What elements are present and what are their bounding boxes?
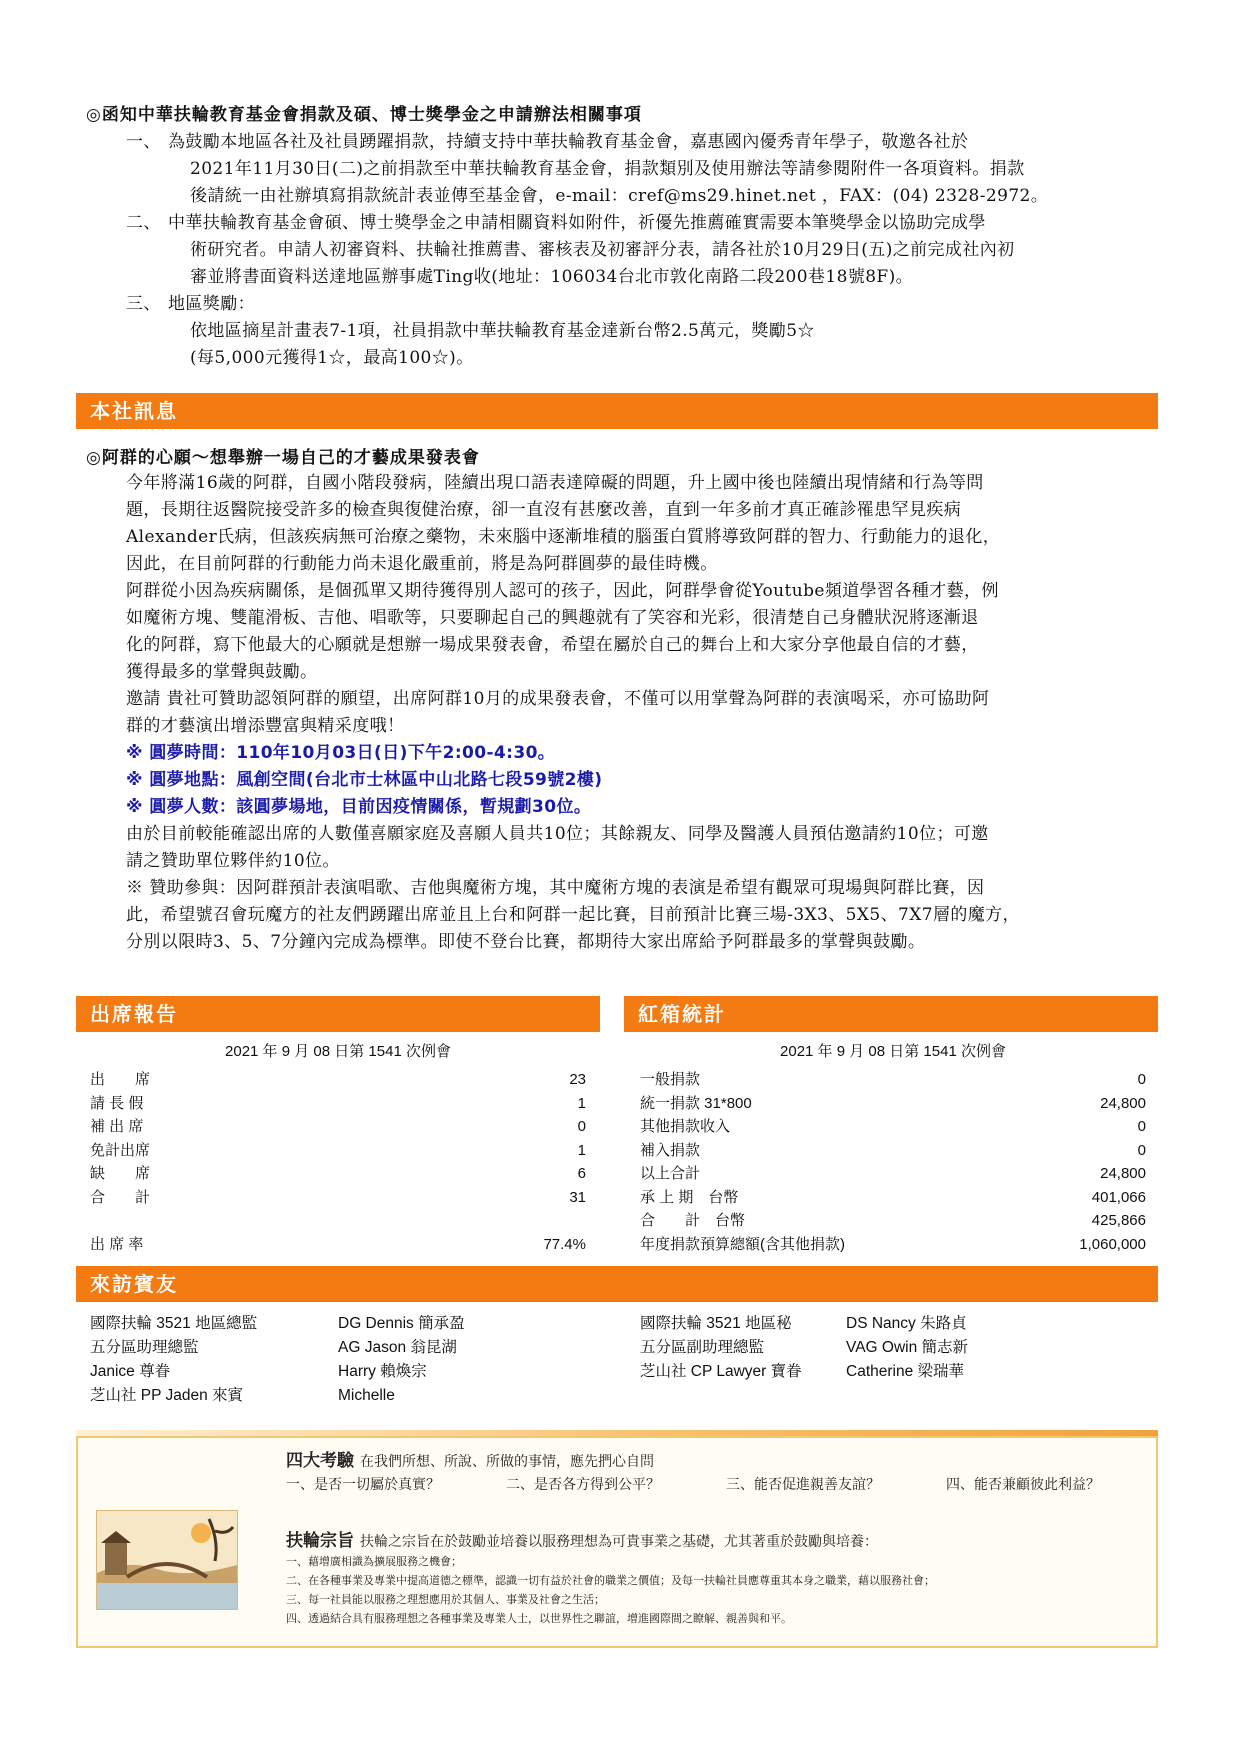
article-title: ◎阿群的心願～想舉辦一場自己的才藝成果發表會 — [86, 448, 480, 468]
object-of-rotary-list — [286, 1552, 1146, 1628]
item-line: 審並將書面資料送達地區辦事處Ting收(地址：106034台北市敦化南路二段200巷18號8F)。 — [190, 267, 914, 287]
stat-label: 合 計 — [90, 1188, 151, 1206]
visitor-title: 五分區助理總監 — [90, 1339, 199, 1356]
stat-value: 1 — [577, 1141, 586, 1159]
item-line: 術研究者。申請人初審資料、扶輪社推薦書、審核表及初審評分表，請各社於10月29日(五)之前完成社內初 — [190, 240, 1015, 260]
visitor-title: 國際扶輪 3521 地區秘 — [640, 1315, 792, 1332]
four-way-questions — [286, 1474, 1146, 1496]
stat-row — [640, 1186, 1146, 1210]
rotary-footer-box — [76, 1436, 1158, 1648]
item-line: 依地區摘星計畫表7-1項，社員捐款中華扶輪教育基金達新台幣2.5萬元，獎勵5☆ — [190, 321, 815, 341]
stat-value: 1,060,000 — [1079, 1235, 1146, 1253]
stat-row — [90, 1186, 586, 1210]
stat-value: 0 — [1137, 1118, 1146, 1135]
visitor-name: Catherine 梁瑞華 — [846, 1363, 965, 1380]
visitor-names-right — [846, 1312, 968, 1384]
visitor-name: Harry 賴煥宗 — [338, 1363, 427, 1380]
visitor-titles-right — [640, 1312, 802, 1384]
notice-item — [86, 291, 1166, 372]
notice-item — [86, 129, 1166, 210]
text-line: Alexander氏病，但該疾病無可治療之藥物，未來腦中逐漸堆積的腦蛋白質將導致阿群的智力、行動能力的退化， — [126, 527, 1001, 547]
stat-row — [90, 1139, 586, 1163]
item-number: 二、 — [126, 213, 161, 233]
text-line: 群的才藝演出增添豐富與精采度哦！ — [126, 716, 405, 736]
stat-label: 缺 席 — [90, 1165, 151, 1182]
visitors-bar: 來訪賓友 — [76, 1266, 1158, 1302]
item-line: 中華扶輪教育基金會碩、博士獎學金之申請相關資料如附件，祈優先推薦確實需要本筆獎學金以協助完成學 — [168, 213, 986, 233]
object-of-rotary-intro: 扶輪之宗旨在於鼓勵並培養以服務理想為可貴事業之基礎，尤其著重於鼓勵與培養： — [360, 1534, 878, 1550]
stat-value: 0 — [577, 1118, 586, 1135]
stat-label: 補入捐款 — [640, 1141, 701, 1159]
stat-row — [90, 1233, 586, 1257]
text-line: 由於目前較能確認出席的人數僅喜願家庭及喜願人員共10位；其餘親友、同學及醫護人員預估邀請約10位；可邀 — [126, 824, 989, 844]
stat-row — [90, 1068, 586, 1092]
object-of-rotary-title: 扶輪宗旨 — [286, 1531, 354, 1551]
text-line: 此，希望號召會玩魔方的社友們踴躍出席並且上台和阿群一起比賽，目前預計比賽三場-3X3、5X5、7X7層的魔方， — [126, 905, 1020, 925]
object-item: 四、透過結合具有服務理想之各種事業及專業人士，以世界性之聯誼，增進國際間之瞭解、親善與和平。 — [286, 1612, 792, 1625]
article-section — [86, 443, 1166, 956]
item-line: 2021年11月30日(二)之前捐款至中華扶輪教育基金會，捐款類別及使用辦法等請參閱附件一各項資料。捐款 — [190, 159, 1025, 179]
stat-value: 77.4% — [543, 1235, 586, 1253]
item-line: (每5,000元獲得1☆，最高100☆)。 — [190, 348, 474, 368]
stat-row — [640, 1068, 1146, 1092]
visitor-name: AG Jason 翁昆湖 — [338, 1339, 457, 1356]
item-line: 為鼓勵本地區各社及社員踴躍捐款，持續支持中華扶輪教育基金會，嘉惠國內優秀青年學子，敬邀各社於 — [168, 132, 969, 152]
article-paragraph — [86, 470, 1166, 956]
question: 三、能否促進親善友誼？ — [726, 1477, 880, 1493]
visitor-name: DS Nancy 朱路貞 — [846, 1315, 967, 1332]
item-line: 後請統一由社辦填寫捐款統計表並傳至基金會，e-mail：cref@ms29.hinet.net ，FAX：(04) 2328-2972。 — [190, 186, 1049, 206]
four-way-test-heading — [286, 1446, 654, 1471]
stat-row — [640, 1162, 1146, 1186]
red-box-header: 2021 年 9 月 08 日第 1541 次例會 — [780, 1043, 1006, 1060]
stat-value: 401,066 — [1091, 1188, 1146, 1206]
red-box-bar: 紅箱統計 — [624, 996, 1158, 1032]
stat-label: 免計出席 — [90, 1141, 151, 1159]
visitor-titles-left — [90, 1312, 257, 1408]
object-of-rotary-heading — [286, 1526, 878, 1551]
text-line: ※ 贊助參與：因阿群預計表演唱歌、吉他與魔術方塊，其中魔術方塊的表演是希望有觀眾可現場與阿群比賽，因 — [126, 878, 985, 898]
text-line: 請之贊助單位夥伴約10位。 — [126, 851, 340, 871]
stat-row — [90, 1162, 586, 1186]
item-line: 地區獎勵： — [168, 294, 255, 314]
stat-row — [640, 1233, 1146, 1257]
stat-row — [90, 1115, 586, 1139]
question: 二、是否各方得到公平？ — [506, 1477, 660, 1493]
stat-row — [90, 1092, 586, 1116]
event-location: ※ 圓夢地點：風創空間(台北市士林區中山北路七段59號2樓) — [126, 770, 603, 790]
stat-label: 一般捐款 — [640, 1071, 701, 1088]
object-item: 二、在各種事業及專業中提高道德之標準，認識一切有益於社會的職業之價值；及每一扶輪社員應尊重其本身之職業，藉以服務社會； — [286, 1574, 935, 1587]
visitor-names-left — [338, 1312, 465, 1408]
visitor-name: DG Dennis 簡承盈 — [338, 1315, 465, 1332]
item-number: 三、 — [126, 294, 161, 314]
stat-row — [640, 1209, 1146, 1233]
notice-title: ◎函知中華扶輪教育基金會捐款及碩、博士獎學金之申請辦法相關事項 — [86, 105, 642, 125]
stat-label: 出 席 率 — [90, 1235, 144, 1253]
object-item: 一、藉增廣相識為擴展服務之機會； — [286, 1555, 462, 1568]
four-way-test-intro: 在我們所想、所說、所做的事情，應先捫心自問 — [360, 1454, 654, 1470]
red-box-table — [640, 1040, 1146, 1256]
text-line: 化的阿群，寫下他最大的心願就是想辦一場成果發表會，希望在屬於自己的舞台上和大家分享他最自信的才藝， — [126, 635, 979, 655]
stat-row — [640, 1092, 1146, 1116]
stat-label: 年度捐款預算總額(含其他捐款) — [640, 1235, 845, 1253]
visitor-title: 國際扶輪 3521 地區總監 — [90, 1315, 258, 1332]
stat-row — [90, 1209, 586, 1233]
stat-label: 出 席 — [90, 1071, 151, 1088]
text-line: 獲得最多的掌聲與鼓勵。 — [126, 662, 318, 682]
stat-label: 補 出 席 — [90, 1118, 144, 1135]
visitor-title: 五分區副助理總監 — [640, 1339, 765, 1356]
stat-label: 其他捐款收入 — [640, 1118, 731, 1135]
stat-label: 以上合計 — [640, 1165, 701, 1182]
stat-value: 0 — [1137, 1141, 1146, 1159]
attendance-bar: 出席報告 — [76, 996, 600, 1032]
event-capacity: ※ 圓夢人數：該圓夢場地，目前因疫情關係，暫規劃30位。 — [126, 797, 592, 817]
stat-label: 統一捐款 31*800 — [640, 1094, 752, 1112]
text-line: 因此，在目前阿群的行動能力尚未退化嚴重前，將是為阿群圓夢的最佳時機。 — [126, 554, 718, 574]
stat-value: 425,866 — [1091, 1212, 1146, 1229]
stat-row — [640, 1115, 1146, 1139]
text-line: 如魔術方塊、雙龍滑板、吉他、唱歌等，只要聊起自己的興趣就有了笑容和光彩，很清楚自己身體狀況將逐漸退 — [126, 608, 979, 628]
attendance-header: 2021 年 9 月 08 日第 1541 次例會 — [225, 1043, 451, 1060]
question: 一、是否一切屬於真實？ — [286, 1477, 440, 1493]
stat-value: 24,800 — [1100, 1165, 1146, 1182]
stat-value: 31 — [569, 1188, 586, 1206]
item-number: 一、 — [126, 132, 161, 152]
stat-value: 24,800 — [1100, 1094, 1146, 1112]
visitor-title: 芝山社 CP Lawyer 寶眷 — [640, 1363, 802, 1380]
stat-value: 0 — [1137, 1071, 1146, 1088]
decorative-divider — [76, 1430, 1158, 1436]
text-line: 今年將滿16歲的阿群，自國小階段發病，陸續出現口語表達障礙的問題，升上國中後也陸續出現情緒和行為等問 — [126, 473, 984, 493]
text-line: 邀請 貴社可贊助認領阿群的願望，出席阿群10月的成果發表會，不僅可以用掌聲為阿群的表演喝采，亦可協助阿 — [126, 689, 990, 709]
stat-label: 承 上 期 台幣 — [640, 1188, 739, 1206]
four-way-test-title: 四大考驗 — [286, 1451, 354, 1471]
object-item: 三、每一社員能以服務之理想應用於其個人、事業及社會之生活； — [286, 1593, 605, 1606]
text-line: 題，長期往返醫院接受許多的檢查與復健治療，卻一直沒有甚麼改善，直到一年多前才真正確診罹患罕見疾病 — [126, 500, 962, 520]
attendance-table — [90, 1040, 586, 1256]
stat-value: 23 — [569, 1071, 586, 1088]
question: 四、能否兼顧彼此利益？ — [946, 1477, 1100, 1493]
notice-section — [86, 100, 1166, 372]
landscape-illustration — [96, 1510, 238, 1610]
club-news-bar: 本社訊息 — [76, 393, 1158, 429]
visitor-name: VAG Owin 簡志新 — [846, 1339, 969, 1356]
stat-label: 請 長 假 — [90, 1094, 144, 1112]
event-time: ※ 圓夢時間：110年10月03日(日)下午2:00-4:30。 — [126, 743, 556, 763]
visitor-title: Janice 尊眷 — [90, 1363, 171, 1380]
stat-value: 1 — [577, 1094, 586, 1112]
text-line: 阿群從小因為疾病關係，是個孤單又期待獲得別人認可的孩子，因此，阿群學會從Youtube頻道學習各種才藝，例 — [126, 581, 999, 601]
stat-row — [640, 1139, 1146, 1163]
notice-item — [86, 210, 1166, 291]
stat-label: 合 計 台幣 — [640, 1212, 746, 1229]
text-line: 分別以限時3、5、7分鐘內完成為標準。即使不登台比賽，都期待大家出席給予阿群最多的掌聲與鼓勵。 — [126, 932, 926, 952]
stat-value: 6 — [577, 1165, 586, 1182]
visitor-title: 芝山社 PP Jaden 來賓 — [90, 1387, 244, 1404]
visitor-name: Michelle — [338, 1387, 395, 1404]
